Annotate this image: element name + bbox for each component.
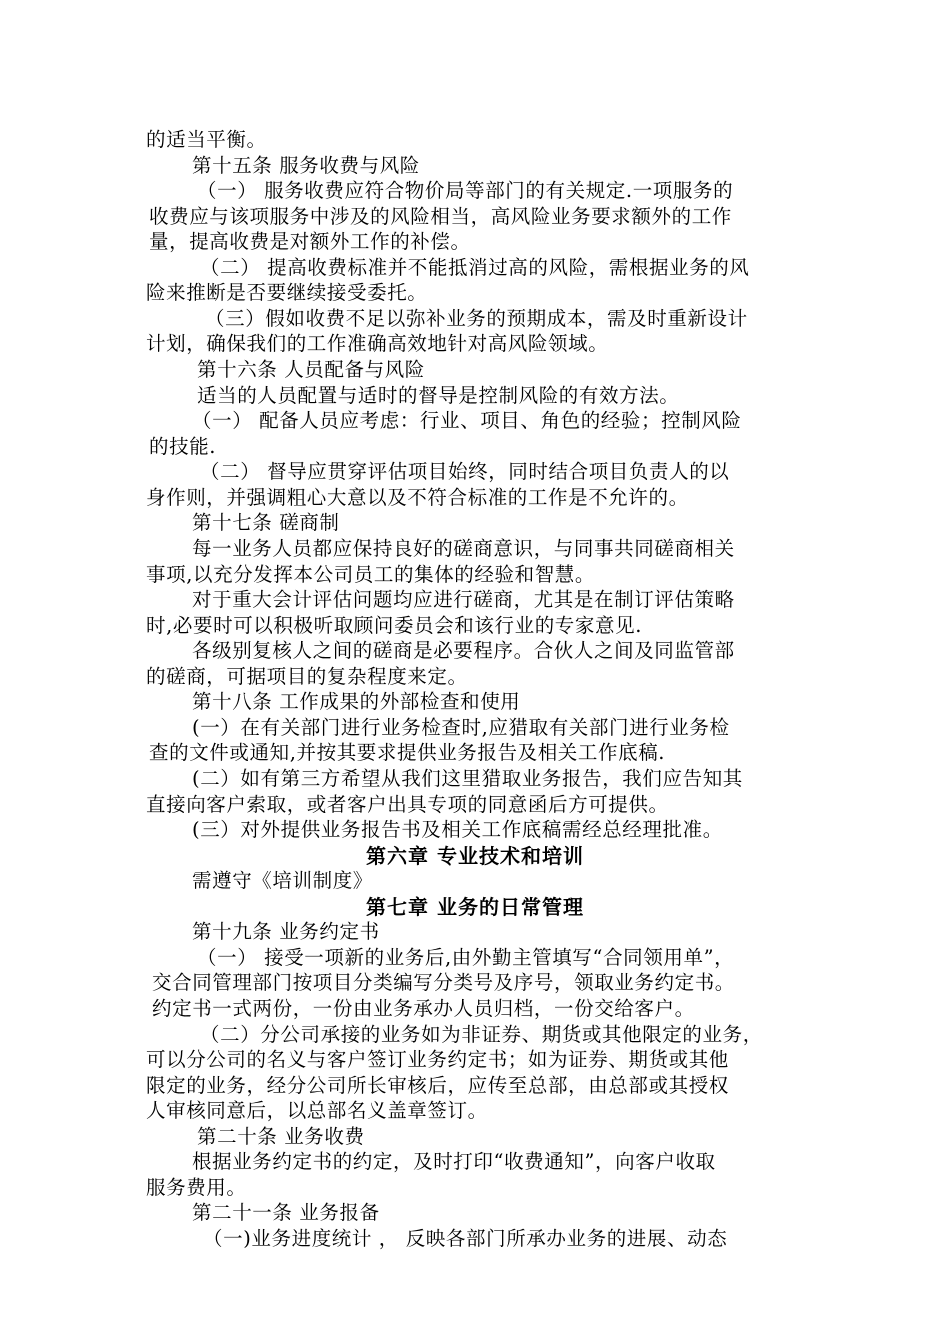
body-line: （一） 配备人员应考虑：行业、项目、角色的经验；控制风险 <box>192 409 742 432</box>
body-line: 交合同管理部门按项目分类编写分类号及序号，领取业务约定书。 <box>152 971 735 994</box>
body-line: 约定书一式两份，一份由业务承办人员归档，一份交给客户。 <box>152 997 695 1020</box>
body-line: 对于重大会计评估问题均应进行磋商，尤其是在制订评估策略 <box>192 588 735 611</box>
body-line: 根据业务约定书的约定，及时打印“收费通知”，向客户收取 <box>192 1150 716 1173</box>
body-line: （一） 服务收费应符合物价局等部门的有关规定.一项服务的 <box>197 179 734 202</box>
article-heading: 第二十一条 业务报备 <box>192 1201 380 1224</box>
body-line: 适当的人员配置与适时的督导是控制风险的有效方法。 <box>197 384 680 407</box>
article-heading: 第十七条 磋商制 <box>192 511 340 534</box>
article-heading: 第十八条 工作成果的外部检查和使用 <box>192 690 521 713</box>
body-line: 的适当平衡。 <box>146 128 267 151</box>
body-line: 事项,以充分发挥本公司员工的集体的经验和智慧。 <box>146 563 595 586</box>
body-line: 需遵守《培训制度》 <box>192 869 373 892</box>
body-line: 量，提高收费是对额外工作的补偿。 <box>149 230 471 253</box>
body-line: (一）在有关部门进行业务检查时,应猎取有关部门进行业务检 <box>192 716 730 739</box>
body-line: 各级别复核人之间的磋商是必要程序。合伙人之间及同监管部 <box>192 639 735 662</box>
body-line: 的磋商，可据项目的复杂程度来定。 <box>146 665 468 688</box>
article-heading: 第十九条 业务约定书 <box>192 920 380 943</box>
body-line: 每一业务人员都应保持良好的磋商意识，与同事共同磋商相关 <box>192 537 735 560</box>
body-line: 身作则，并强调粗心大意以及不符合标准的工作是不允许的。 <box>146 486 689 509</box>
body-line: （二） 提高收费标准并不能抵消过高的风险，需根据业务的风 <box>200 256 750 279</box>
body-line: 查的文件或通知,并按其要求提供业务报告及相关工作底稿. <box>149 741 666 764</box>
body-line: （三）假如收费不足以弥补业务的预期成本，需及时重新设计 <box>205 307 748 330</box>
body-line: 服务费用。 <box>146 1176 247 1199</box>
chapter-heading: 第七章 业务的日常管理 <box>366 895 584 919</box>
body-line: 直接向客户索取，或者客户出具专项的同意函后方可提供。 <box>146 793 669 816</box>
body-line: 险来推断是否要继续接受委托。 <box>146 281 428 304</box>
body-line: 收费应与该项服务中涉及的风险相当，高风险业务要求额外的工作 <box>149 205 732 228</box>
body-line: （一)业务进度统计 ， 反映各部门所承办业务的进展、动态 <box>203 1227 728 1250</box>
body-line: (二）如有第三方希望从我们这里猎取业务报告，我们应告知其 <box>192 767 743 790</box>
chapter-heading: 第六章 专业技术和培训 <box>366 844 584 868</box>
body-line: 时,必要时可以积极听取顾问委员会和该行业的专家意见. <box>146 614 642 637</box>
body-line: 限定的业务，经分公司所长审核后，应传至总部，由总部或其授权 <box>146 1074 729 1097</box>
body-line: （二）分公司承接的业务如为非证券、期货或其他限定的业务， <box>200 1023 763 1046</box>
body-line: 的技能. <box>149 435 217 458</box>
body-line: 人审核同意后，以总部名义盖章签订。 <box>146 1099 488 1122</box>
body-line: (三）对外提供业务报告书及相关工作底稿需经总经理批准。 <box>192 818 723 841</box>
body-line: 计划，确保我们的工作准确高效地针对高风险领域。 <box>146 332 609 355</box>
body-line: 可以分公司的名义与客户签订业务约定书；如为证券、期货或其他 <box>146 1048 729 1071</box>
article-heading: 第二十条 业务收费 <box>197 1125 365 1148</box>
article-heading: 第十六条 人员配备与风险 <box>197 358 425 381</box>
body-line: （一） 接受一项新的业务后,由外勤主管填写“合同领用单”， <box>197 946 735 969</box>
body-line: （二） 督导应贯穿评估项目始终，同时结合项目负责人的以 <box>200 460 730 483</box>
article-heading: 第十五条 服务收费与风险 <box>192 154 420 177</box>
